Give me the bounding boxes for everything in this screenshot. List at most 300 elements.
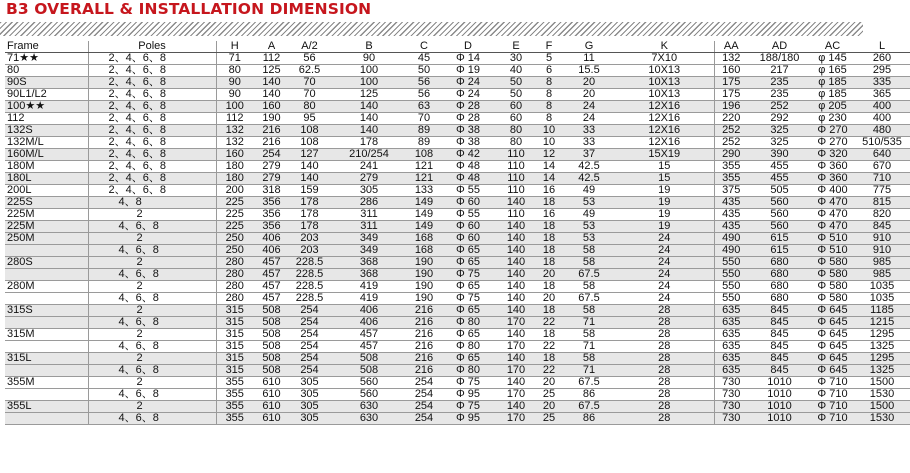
cell-frame: 112 [5,113,88,125]
cell-h: 112 [216,113,253,125]
cell-aa: 196 [714,101,748,113]
cell-ac: Φ 400 [811,185,854,197]
cell-c: 89 [409,125,439,137]
table-row [5,101,910,113]
cell-frame: 180L [5,173,88,185]
cell-c: 190 [409,281,439,293]
cell-c: 254 [409,377,439,389]
header-a-half: A/2 [290,41,329,53]
cell-e: 110 [497,209,535,221]
cell-ac: Φ 270 [811,125,854,137]
cell-a-half: 140 [290,173,329,185]
cell-l: 820 [854,209,910,221]
cell-ad: 845 [748,329,811,341]
cell-d: Φ 75 [439,401,497,413]
cell-aa: 550 [714,257,748,269]
cell-b: 630 [329,413,409,425]
cell-ac: Φ 470 [811,221,854,233]
cell-h: 250 [216,233,253,245]
cell-poles: 2、4、6、8 [88,77,216,89]
header-f: F [535,41,563,53]
cell-h: 180 [216,161,253,173]
cell-c: 63 [409,101,439,113]
cell-poles: 2 [88,401,216,413]
cell-b: 457 [329,341,409,353]
cell-ad: 390 [748,149,811,161]
cell-ad: 845 [748,317,811,329]
cell-poles: 4、6、8 [88,389,216,401]
cell-poles: 2 [88,305,216,317]
cell-d: Φ 28 [439,101,497,113]
cell-f: 18 [535,221,563,233]
table-row [5,365,910,377]
cell-aa: 132 [714,53,748,65]
cell-h: 315 [216,305,253,317]
cell-g: 11 [563,53,615,65]
header-e: E [497,41,535,53]
cell-frame: 90L1/L2 [5,89,88,101]
cell-c: 216 [409,305,439,317]
cell-aa: 550 [714,281,748,293]
cell-d: Φ 65 [439,305,497,317]
cell-k: 19 [615,221,714,233]
cell-g: 37 [563,149,615,161]
cell-b: 286 [329,197,409,209]
cell-e: 140 [497,245,535,257]
cell-l: 985 [854,269,910,281]
cell-d: Φ 65 [439,353,497,365]
cell-h: 160 [216,149,253,161]
cell-e: 140 [497,305,535,317]
cell-g: 67.5 [563,293,615,305]
cell-aa: 290 [714,149,748,161]
cell-a: 610 [253,377,290,389]
cell-aa: 175 [714,89,748,101]
cell-a-half: 254 [290,353,329,365]
cell-poles: 2、4、6、8 [88,161,216,173]
cell-k: 15X19 [615,149,714,161]
cell-d: Φ 19 [439,65,497,77]
table-row [5,209,910,221]
cell-poles: 2、4、6、8 [88,173,216,185]
header-frame: Frame [5,41,88,53]
cell-l: 1530 [854,389,910,401]
cell-poles: 2、4、6、8 [88,101,216,113]
table-row [5,377,910,389]
cell-aa: 435 [714,197,748,209]
cell-k: 12X16 [615,113,714,125]
cell-ac: Φ 710 [811,413,854,425]
cell-l: 295 [854,65,910,77]
cell-l: 480 [854,125,910,137]
cell-frame: 225M [5,209,88,221]
cell-ac: Φ 510 [811,233,854,245]
cell-c: 216 [409,317,439,329]
cell-d: Φ 48 [439,161,497,173]
cell-l: 1325 [854,341,910,353]
cell-ad: 680 [748,257,811,269]
cell-poles: 2、4、6、8 [88,125,216,137]
cell-a: 457 [253,269,290,281]
cell-e: 110 [497,161,535,173]
cell-k: 15 [615,173,714,185]
cell-l: 510/535 [854,137,910,149]
cell-d: Φ 80 [439,317,497,329]
cell-h: 315 [216,341,253,353]
cell-ac: Φ 710 [811,401,854,413]
cell-e: 170 [497,389,535,401]
cell-a-half: 228.5 [290,269,329,281]
cell-a-half: 203 [290,245,329,257]
cell-aa: 175 [714,77,748,89]
header-b: B [329,41,409,53]
cell-h: 315 [216,329,253,341]
cell-ac: Φ 580 [811,293,854,305]
cell-poles: 2、4、6、8 [88,137,216,149]
cell-ad: 845 [748,353,811,365]
cell-poles: 4、6、8 [88,317,216,329]
cell-aa: 635 [714,329,748,341]
cell-f: 10 [535,137,563,149]
table-row [5,137,910,149]
cell-g: 58 [563,257,615,269]
cell-aa: 635 [714,317,748,329]
table-row [5,233,910,245]
cell-aa: 355 [714,173,748,185]
table-row [5,197,910,209]
cell-a-half: 254 [290,305,329,317]
cell-e: 140 [497,269,535,281]
cell-a: 508 [253,365,290,377]
cell-ad: 235 [748,77,811,89]
cell-l: 1530 [854,413,910,425]
header-k: K [615,41,714,53]
cell-k: 19 [615,209,714,221]
cell-h: 132 [216,137,253,149]
cell-c: 108 [409,149,439,161]
cell-ac: Φ 645 [811,317,854,329]
cell-c: 190 [409,293,439,305]
cell-frame: 180M [5,161,88,173]
cell-ad: 680 [748,269,811,281]
cell-e: 80 [497,137,535,149]
table-row [5,305,910,317]
table-row [5,413,910,425]
table-row [5,173,910,185]
cell-frame [5,293,88,305]
cell-e: 80 [497,125,535,137]
cell-ad: 560 [748,197,811,209]
cell-aa: 435 [714,209,748,221]
cell-c: 50 [409,65,439,77]
cell-f: 6 [535,65,563,77]
cell-g: 42.5 [563,173,615,185]
cell-poles: 2、4、6、8 [88,185,216,197]
cell-b: 140 [329,125,409,137]
cell-frame: 132M/L [5,137,88,149]
header-poles: Poles [88,41,216,53]
cell-a-half: 254 [290,365,329,377]
cell-frame: 250M [5,233,88,245]
cell-ad: 615 [748,233,811,245]
header-aa: AA [714,41,748,53]
cell-e: 140 [497,257,535,269]
cell-ac: Φ 320 [811,149,854,161]
cell-b: 630 [329,401,409,413]
cell-k: 28 [615,401,714,413]
cell-g: 53 [563,233,615,245]
cell-poles: 2、4、6、8 [88,89,216,101]
table-body [5,53,910,425]
cell-aa: 375 [714,185,748,197]
cell-c: 121 [409,173,439,185]
cell-b: 140 [329,113,409,125]
cell-e: 50 [497,77,535,89]
cell-a: 216 [253,137,290,149]
cell-frame [5,245,88,257]
cell-c: 254 [409,389,439,401]
cell-ac: Φ 645 [811,365,854,377]
cell-h: 250 [216,245,253,257]
cell-e: 140 [497,197,535,209]
cell-ac: φ 185 [811,89,854,101]
cell-k: 10X13 [615,65,714,77]
cell-b: 419 [329,293,409,305]
cell-c: 56 [409,89,439,101]
cell-a: 508 [253,329,290,341]
cell-f: 5 [535,53,563,65]
cell-c: 149 [409,209,439,221]
cell-ac: φ 230 [811,113,854,125]
cell-d: Φ 95 [439,413,497,425]
cell-e: 170 [497,413,535,425]
header-g: G [563,41,615,53]
cell-frame: 90S [5,77,88,89]
cell-d: Φ 65 [439,329,497,341]
cell-aa: 730 [714,377,748,389]
cell-h: 71 [216,53,253,65]
cell-poles: 2 [88,377,216,389]
cell-aa: 550 [714,293,748,305]
cell-f: 18 [535,257,563,269]
cell-a: 610 [253,389,290,401]
cell-a-half: 254 [290,317,329,329]
cell-h: 355 [216,401,253,413]
cell-f: 10 [535,125,563,137]
cell-l: 910 [854,233,910,245]
cell-b: 311 [329,221,409,233]
table-row [5,389,910,401]
table-row [5,293,910,305]
cell-l: 335 [854,77,910,89]
cell-a: 406 [253,245,290,257]
cell-ad: 325 [748,125,811,137]
cell-frame [5,269,88,281]
cell-f: 20 [535,293,563,305]
cell-h: 280 [216,269,253,281]
cell-a-half: 203 [290,233,329,245]
cell-f: 8 [535,101,563,113]
cell-l: 1500 [854,377,910,389]
cell-h: 315 [216,365,253,377]
cell-frame: 80 [5,65,88,77]
cell-f: 25 [535,413,563,425]
cell-c: 70 [409,113,439,125]
cell-g: 20 [563,77,615,89]
cell-l: 260 [854,53,910,65]
cell-ac: Φ 580 [811,281,854,293]
cell-e: 140 [497,233,535,245]
cell-a-half: 178 [290,197,329,209]
cell-l: 640 [854,149,910,161]
cell-ac: φ 205 [811,101,854,113]
table-row [5,269,910,281]
cell-ad: 845 [748,341,811,353]
cell-a-half: 108 [290,137,329,149]
cell-ad: 680 [748,293,811,305]
cell-b: 368 [329,269,409,281]
cell-b: 419 [329,281,409,293]
cell-ad: 560 [748,209,811,221]
table-row [5,161,910,173]
cell-ad: 680 [748,281,811,293]
cell-ac: Φ 645 [811,353,854,365]
cell-a: 279 [253,161,290,173]
cell-g: 58 [563,353,615,365]
header-ad: AD [748,41,811,53]
cell-f: 14 [535,173,563,185]
cell-a: 356 [253,209,290,221]
cell-d: Φ 38 [439,125,497,137]
cell-a: 125 [253,65,290,77]
cell-ad: 217 [748,65,811,77]
cell-poles: 2 [88,233,216,245]
cell-poles: 4、6、8 [88,221,216,233]
cell-l: 1035 [854,293,910,305]
cell-ac: Φ 270 [811,137,854,149]
cell-a-half: 305 [290,413,329,425]
table-row [5,65,910,77]
cell-aa: 160 [714,65,748,77]
cell-g: 58 [563,305,615,317]
cell-f: 8 [535,77,563,89]
cell-ad: 1010 [748,413,811,425]
cell-d: Φ 24 [439,89,497,101]
cell-frame: 71★★ [5,53,88,65]
cell-g: 58 [563,245,615,257]
cell-f: 18 [535,197,563,209]
cell-ad: 455 [748,161,811,173]
cell-h: 225 [216,197,253,209]
cell-poles: 4、6、8 [88,413,216,425]
cell-poles: 2 [88,329,216,341]
cell-k: 28 [615,305,714,317]
cell-a: 610 [253,401,290,413]
cell-a-half: 254 [290,329,329,341]
cell-l: 1185 [854,305,910,317]
cell-k: 28 [615,329,714,341]
cell-f: 25 [535,389,563,401]
cell-c: 168 [409,245,439,257]
cell-aa: 355 [714,161,748,173]
header-c: C [409,41,439,53]
cell-aa: 252 [714,137,748,149]
cell-a-half: 95 [290,113,329,125]
cell-a: 406 [253,233,290,245]
cell-g: 86 [563,413,615,425]
cell-d: Φ 95 [439,389,497,401]
cell-h: 132 [216,125,253,137]
cell-e: 170 [497,341,535,353]
cell-g: 67.5 [563,401,615,413]
cell-b: 100 [329,65,409,77]
cell-a-half: 305 [290,377,329,389]
cell-e: 110 [497,185,535,197]
cell-d: Φ 60 [439,233,497,245]
cell-frame [5,413,88,425]
cell-c: 89 [409,137,439,149]
cell-g: 49 [563,185,615,197]
cell-d: Φ 14 [439,53,497,65]
table-row [5,401,910,413]
table-row [5,329,910,341]
table-row [5,257,910,269]
cell-aa: 550 [714,269,748,281]
cell-ac: Φ 510 [811,245,854,257]
cell-l: 985 [854,257,910,269]
cell-f: 14 [535,161,563,173]
cell-b: 100 [329,77,409,89]
cell-frame: 355L [5,401,88,413]
cell-poles: 2、4、6、8 [88,113,216,125]
cell-l: 400 [854,101,910,113]
cell-c: 121 [409,161,439,173]
cell-ac: Φ 360 [811,161,854,173]
cell-a: 254 [253,149,290,161]
cell-ad: 1010 [748,377,811,389]
cell-e: 50 [497,89,535,101]
table-row [5,89,910,101]
table-row [5,113,910,125]
table-row [5,149,910,161]
cell-a: 160 [253,101,290,113]
cell-d: Φ 75 [439,293,497,305]
cell-b: 305 [329,185,409,197]
cell-g: 71 [563,317,615,329]
cell-f: 18 [535,353,563,365]
cell-ad: 1010 [748,401,811,413]
cell-b: 311 [329,209,409,221]
cell-ad: 455 [748,173,811,185]
cell-b: 140 [329,101,409,113]
cell-e: 140 [497,329,535,341]
cell-ac: Φ 360 [811,173,854,185]
cell-a: 140 [253,89,290,101]
cell-k: 24 [615,257,714,269]
cell-b: 508 [329,365,409,377]
cell-c: 216 [409,365,439,377]
cell-g: 49 [563,209,615,221]
cell-l: 400 [854,113,910,125]
cell-f: 22 [535,365,563,377]
cell-e: 140 [497,401,535,413]
cell-c: 149 [409,221,439,233]
cell-k: 24 [615,269,714,281]
cell-d: Φ 80 [439,341,497,353]
cell-g: 53 [563,197,615,209]
cell-c: 254 [409,401,439,413]
cell-ac: Φ 470 [811,197,854,209]
